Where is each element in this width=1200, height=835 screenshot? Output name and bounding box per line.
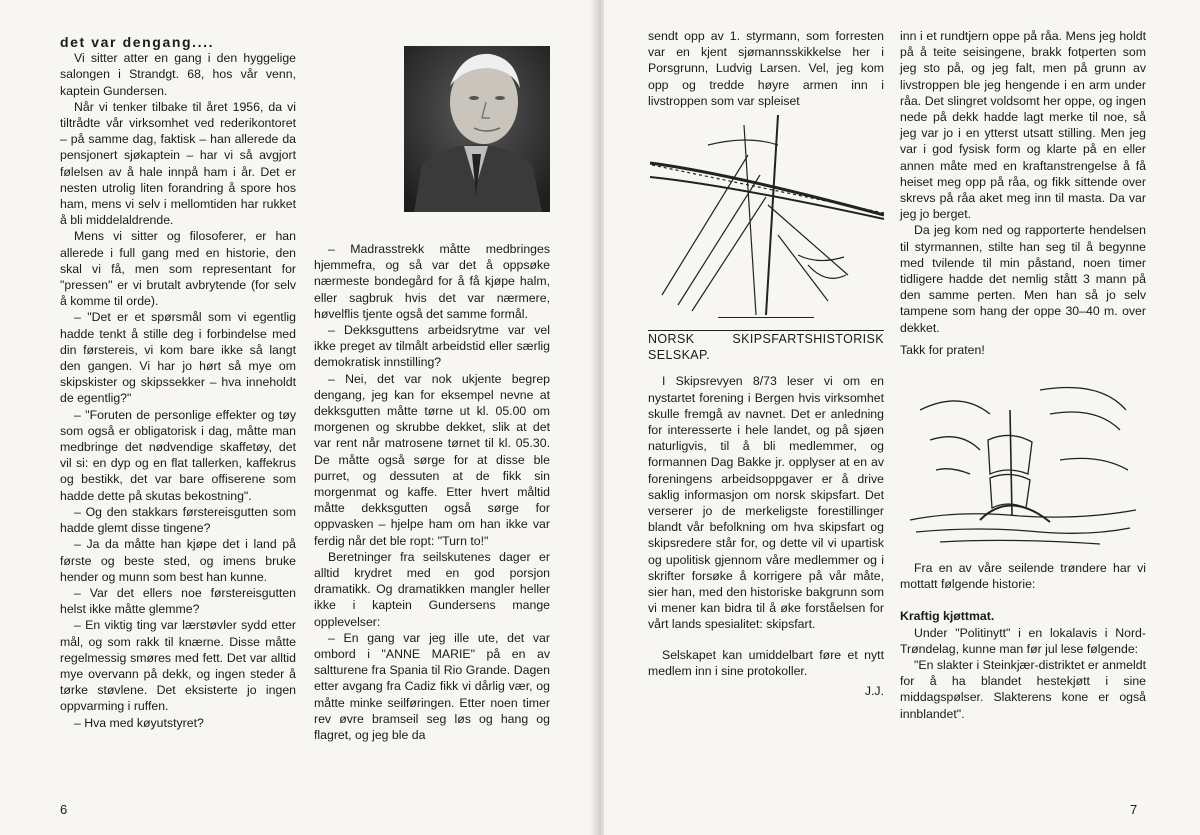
paragraph: – En gang var jeg ille ute, det var ombord i "ANNE MARIE" på en av saltturene fra Spania til Rio Grande. Dagen etter avgang fra Cadiz fikk vi dårlig vær, og måtte minke seilføringen. Etter noen timer rev øvre bramseil seg løs og hang og flagret, og jeg ble da: [314, 630, 550, 743]
story-title: Kraftig kjøttmat.: [900, 609, 995, 624]
mast-sketch-illustration: [648, 115, 884, 315]
paragraph: sendt opp av 1. styrmann, som forresten var en kjent sjømannsskikkelse her i Porsgrunn, Ludvig Larsen. Vel, jeg kom opp og tredde høyre armen inn i livstroppen som var spleiset: [648, 29, 884, 108]
article-heading: det var dengang....: [60, 34, 215, 50]
left-column-2: [314, 241, 550, 743]
paragraph: Mens vi sitter og filosoferer, er han allerede i full gang med en historie, den skal vi få, men som representant for "pressen" er vi brutalt avbrytende (for selv å komme til orde).: [60, 229, 296, 309]
society-title: NORSK SKIPSFARTSHISTORISK SELSKAP.: [648, 332, 884, 363]
paragraph: – Dekksguttens arbeidsrytme var vel ikke preget av tilmålt arbeidstid eller særlig demokratisk innstilling?: [314, 323, 550, 370]
paragraph: – Og den stakkars førstereisgutten som hadde glemt disse tingene?: [60, 504, 296, 536]
sailing-ship-sketch-illustration: [900, 370, 1146, 552]
signature: J.J.: [864, 684, 884, 699]
thanks-text: Takk for praten!: [900, 342, 985, 357]
paragraph: inn i et rundtjern oppe på råa. Mens jeg holdt på å teite seisingene, brakk fotperten som jeg sto på, og jeg falt, men på grunn av livstroppen ble jeg hengende i en arm under råa. Det slingret voldsomt her oppe, og ingen nede på dekk hadde lagt merke til noe, så jeg var jo i en ytterst utsatt stilling. Men jeg var i god fysisk form og klarte på en eller annen måte med en kraftanstrengelse å få heiset meg opp på råa, og fikk sittende over skrevs på råa aket meg inn til masta. Da var jeg jo berget.: [900, 29, 1146, 222]
paragraph: – Hva med køyutstyret?: [74, 715, 204, 730]
paragraph: Under "Politinytt" i en lokalavis i Nord-Trøndelag, kunne man før jul lese følgende:: [900, 625, 1146, 656]
paragraph: – Ja da måtte han kjøpe det i land på første og beste sted, og imens bruke hender og munn som best han kunne.: [60, 537, 296, 584]
paragraph: Når vi tenker tilbake til året 1956, da vi tiltrådte vår virksomhet ved rederikontoret – på samme dag, faktisk – han allerede da pensjonert sjøkaptein – har vi så avgjort følelsen av å hale innpå ham i år. Det er nesten utrolig liten forandring å spore hos ham, mens vi selv i mellomtiden har rukket å bli middelaldrende.: [60, 99, 296, 228]
right-column-1: [648, 28, 884, 699]
left-page: [0, 0, 596, 835]
paragraph: Fra en av våre seilende trøndere har vi mottatt følgende historie:: [900, 561, 1146, 592]
paragraph: I Skipsrevyen 8/73 leser vi om en nystartet forening i Bergen hvis virksomhet skulle fremgå av navnet. Det er anledning for interesserte i hele landet, og på sjøen naturligvis, til å bli medlemmer, og formannen Dag Bakke jr. opplyser at en av foreningens arbeidsoppgaver er å drive saklig informasjon om norsk skipsfart. Det verserer jo de merkeligste forestillinger blandt vår befolkning om hva skipsfart og skipsredere står for, og dette vil vi upartisk og upolitisk gjennom våre medlemmer og i skrifter forsøke å korrigere på vår måte, sier han, med den historiske bakgrunn som vi mener kan bidra til å øke forståelsen for vårt lands spesialitet: skipsfart.: [648, 374, 884, 632]
captain-portrait-photo: [404, 46, 550, 212]
paragraph: Da jeg kom ned og rapporterte hendelsen til styrmannen, stilte han seg til å begynne med tvilende til min påstand, noen timer tidligere hadde det nemlig stått 3 mann på den samme perten. Men han så jo selv tampene som hang der oppe 30–40 m. over dekket.: [900, 223, 1146, 335]
paragraph: – "Det er et spørsmål som vi egentlig hadde tenkt å stille deg i forbindelse med din førstereis, vi kom bare ikke så langt den gangen. Vi har jo hørt så mye om skipskister og skipssekker – hva inneholdt de egentlig?": [60, 310, 296, 406]
page-number-left: 6: [60, 802, 68, 817]
right-column-2: [900, 28, 1146, 722]
paragraph: – "Foruten de personlige effekter og tøy som også er obligatorisk i dag, måtte man medbringe det nødvendige skaffetøy, det vil si: en dyp og en flat tallerken, kaffekrus og bestikk, det var bare offiserene som hadde dette på skutas bekostning".: [60, 407, 296, 503]
portrait-illustration: [404, 46, 550, 212]
divider-short: [718, 317, 814, 318]
paragraph: Selskapet kan umiddelbart føre et nytt medlem inn i sine protokoller.: [648, 647, 884, 678]
paragraph: Vi sitter atter en gang i den hyggelige salongen i Strandgt. 68, hos vår venn, kaptein Gundersen.: [60, 51, 296, 98]
paragraph: – En viktig ting var lærstøvler sydd etter mål, og som rakk til knærne. Disse måtte regelmessig smøres med fett. Det var alltid mye overvann på dekk, og ingen steder å tørke støvlene. Det eksisterte jo ingen oppvarming i ruffen.: [60, 618, 296, 714]
paragraph: – Var det ellers noe førstereisgutten helst ikke måtte glemme?: [60, 585, 296, 617]
paragraph: – Madrasstrekk måtte medbringes hjemmefra, og så var det å oppsøke nærmeste bondegård for å få kjøpe halm, eller sagbruk hvis det var nærmere, høvelflis tjente også det samme formål.: [314, 242, 550, 321]
page-number-right: 7: [1130, 802, 1138, 817]
left-column-1: [60, 34, 296, 731]
paragraph: "En slakter i Steinkjær-distriktet er anmeldt for å ha blandet hestekjøtt i sine middagspølser. Slakterens kone er også innblandet".: [900, 658, 1146, 721]
paragraph: – Nei, det var nok ukjente begrep dengang, jeg kan for eksempel nevne at dekksgutten måtte tørne ut kl. 05.00 om morgenen og skrubbe dekket, slik at det var rent når matrosene tørnet til kl. 05.30. De måtte også sørge for at disse ble purret, og dessuten at de fikk sin morgenmat og kaffe. Etter hvert måltid måtte dekksgutten også sørge for oppvasken – hjelpe ham om han ikke var ferdig når det ble ropt: "Turn to!": [314, 371, 550, 548]
right-page: [604, 0, 1200, 835]
paragraph: Beretninger fra seilskutenes dager er alltid krydret med en god porsjon dramatikk. Og dramatikken mangler heller ikke i kaptein Gundersens mange opplevelser:: [314, 549, 550, 629]
